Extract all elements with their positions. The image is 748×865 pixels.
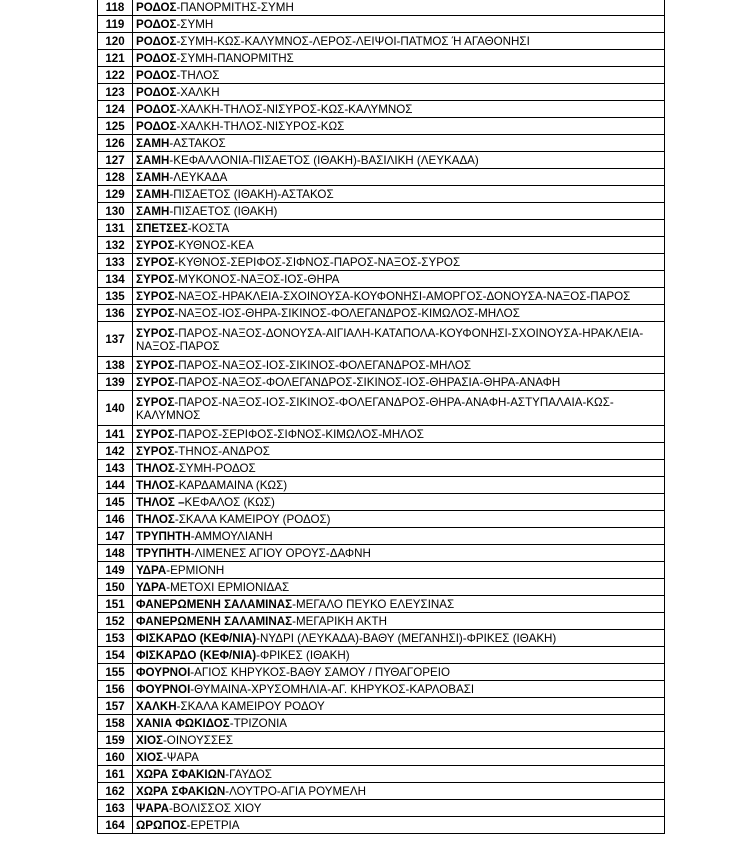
table-row [98, 220, 665, 237]
route-origin: ΣΥΡΟΣ [136, 307, 175, 320]
route-origin: ΤΡΥΠΗΤΗ [136, 530, 191, 544]
route-cell [133, 647, 665, 664]
route-cell [133, 562, 665, 579]
route-cell [133, 305, 665, 322]
table-row [98, 494, 665, 511]
table-row [98, 579, 665, 596]
route-number: 125 [98, 118, 133, 135]
table-row [98, 528, 665, 545]
route-cell [133, 613, 665, 630]
route-number: 163 [98, 800, 133, 817]
route-origin: ΣΑΜΗ [136, 171, 170, 184]
route-stops: -ΝΑΞΟΣ-ΙΟΣ-ΘΗΡΑ-ΣΙΚΙΝΟΣ-ΦΟΛΕΓΑΝΔΡΟΣ-ΚΙΜΩΛΟΣ-ΜΗΛΟΣ [174, 307, 520, 320]
route-origin: ΦΑΝΕΡΩΜΕΝΗ ΣΑΛΑΜΙΝΑΣ [136, 598, 293, 612]
route-origin: ΡΟΔΟΣ [136, 103, 177, 116]
route-cell [133, 817, 665, 834]
route-number: 148 [98, 545, 133, 562]
route-stops: -ΠΑΡΟΣ-ΝΑΞΟΣ-ΙΟΣ-ΣΙΚΙΝΟΣ-ΦΟΛΕΓΑΝΔΡΟΣ-ΜΗΛΟΣ [174, 359, 472, 373]
route-stops: -ΒΟΛΙΣΣΟΣ ΧΙΟΥ [169, 802, 262, 816]
route-origin: ΣΑΜΗ [136, 154, 170, 167]
route-origin: ΧΑΝΙΑ ΦΩΚΙΔΟΣ [136, 717, 230, 731]
route-stops: -ΠΙΣΑΕΤΟΣ (ΙΘΑΚΗ)-ΑΣΤΑΚΟΣ [169, 188, 334, 201]
route-stops: -ΠΑΡΟΣ-ΝΑΞΟΣ-ΙΟΣ-ΣΙΚΙΝΟΣ-ΦΟΛΕΓΑΝΔΡΟΣ-ΘΗΡΑ-ΑΝΑΦΗ-ΑΣΤΥΠΑΛΑΙΑ-ΚΩΣ-ΚΑΛΥΜΝΟΣ [136, 395, 614, 422]
table-row [98, 817, 665, 834]
route-stops: -ΣΥΜΗ-ΠΑΝΟΡΜΙΤΗΣ [176, 52, 294, 65]
route-cell [133, 579, 665, 596]
table-row [98, 749, 665, 766]
route-origin: ΣΥΡΟΣ [136, 256, 175, 269]
route-cell [133, 664, 665, 681]
route-origin: ΣΠΕΤΣΕΣ [136, 222, 188, 235]
route-origin: ΧΙΟΣ [136, 734, 163, 748]
route-cell [133, 681, 665, 698]
routes-table-body [98, 0, 665, 834]
route-origin: ΣΥΡΟΣ [136, 359, 175, 373]
route-origin: ΦΑΝΕΡΩΜΕΝΗ ΣΑΛΑΜΙΝΑΣ [136, 615, 293, 629]
table-row [98, 715, 665, 732]
table-row [98, 118, 665, 135]
route-origin: ΡΟΔΟΣ [136, 86, 177, 99]
route-number: 138 [98, 357, 133, 374]
route-cell [133, 715, 665, 732]
route-stops: -ΑΣΤΑΚΟΣ [169, 137, 226, 150]
route-number: 141 [98, 426, 133, 443]
route-number: 152 [98, 613, 133, 630]
route-cell [133, 460, 665, 477]
route-number: 153 [98, 630, 133, 647]
route-cell [133, 169, 665, 186]
route-cell [133, 288, 665, 305]
route-stops: -ΘΥΜΑΙΝΑ-ΧΡΥΣΟΜΗΛΙΑ-ΑΓ. ΚΗΡΥΚΟΣ-ΚΑΡΛΟΒΑΣΙ [190, 683, 475, 697]
route-stops: -ΝΑΞΟΣ-ΗΡΑΚΛΕΙΑ-ΣΧΟΙΝΟΥΣΑ-ΚΟΥΦΟΝΗΣΙ-ΑΜΟΡΓΟΣ-ΔΟΝΟΥΣΑ-ΝΑΞΟΣ-ΠΑΡΟΣ [174, 290, 631, 303]
route-stops: -ΜΕΓΑΡΙΚΗ ΑΚΤΗ [292, 615, 387, 629]
route-stops: -ΨΑΡΑ [162, 751, 199, 765]
route-origin: ΣΑΜΗ [136, 205, 170, 218]
route-origin: ΣΑΜΗ [136, 137, 170, 150]
route-stops: -ΚΕΦΑΛΛΟΝΙΑ-ΠΙΣΑΕΤΟΣ (ΙΘΑΚΗ)-ΒΑΣΙΛΙΚΗ (ΛΕΥΚΑΔΑ) [169, 154, 479, 167]
route-stops: -ΛΕΥΚΑΔΑ [169, 171, 228, 184]
route-stops: -ΣΚΑΛΑ ΚΑΜΕΙΡΟΥ (ΡΟΔΟΣ) [174, 513, 331, 527]
route-stops: -ΧΑΛΚΗ-ΤΗΛΟΣ-ΝΙΣΥΡΟΣ-ΚΩΣ-ΚΑΛΥΜΝΟΣ [176, 103, 413, 116]
route-origin: ΡΟΔΟΣ [136, 52, 177, 65]
table-row [98, 374, 665, 391]
route-number: 145 [98, 494, 133, 511]
route-cell [133, 511, 665, 528]
route-stops: -ΠΙΣΑΕΤΟΣ (ΙΘΑΚΗ) [169, 205, 278, 218]
route-cell [133, 118, 665, 135]
table-row [98, 800, 665, 817]
route-stops: -ΠΑΝΟΡΜΙΤΗΣ-ΣΥΜΗ [176, 1, 294, 14]
route-origin: ΡΟΔΟΣ [136, 69, 177, 82]
route-stops: -ΠΑΡΟΣ-ΝΑΞΟΣ-ΔΟΝΟΥΣΑ-ΑΙΓΙΑΛΗ-ΚΑΤΑΠΟΛΑ-ΚΟΥΦΟΝΗΣΙ-ΣΧΟΙΝΟΥΣΑ-ΗΡΑΚΛΕΙΑ-ΝΑΞΟΣ-ΠΑΡΟΣ [136, 326, 644, 353]
route-cell [133, 391, 665, 426]
table-row [98, 681, 665, 698]
route-origin: ΣΥΡΟΣ [136, 290, 175, 303]
route-number: 159 [98, 732, 133, 749]
route-origin: ΩΡΩΠΟΣ [136, 819, 187, 833]
route-cell [133, 0, 665, 16]
route-origin: ΤΗΛΟΣ – [136, 496, 185, 510]
route-cell [133, 254, 665, 271]
route-origin: ΣΥΡΟΣ [136, 395, 175, 409]
route-number: 135 [98, 288, 133, 305]
route-stops: -ΛΙΜΕΝΕΣ ΑΓΙΟΥ ΟΡΟΥΣ-ΔΑΦΝΗ [190, 547, 371, 561]
route-stops: -ΚΥΘΝΟΣ-ΣΕΡΙΦΟΣ-ΣΙΦΝΟΣ-ΠΑΡΟΣ-ΝΑΞΟΣ-ΣΥΡΟΣ [174, 256, 461, 269]
route-number: 150 [98, 579, 133, 596]
route-number: 137 [98, 322, 133, 357]
route-number: 127 [98, 152, 133, 169]
route-stops: -ΕΡΕΤΡΙΑ [186, 819, 240, 833]
table-row [98, 545, 665, 562]
route-origin: ΧΩΡΑ ΣΦΑΚΙΩΝ [136, 768, 226, 782]
route-stops: -ΤΡΙΖΟΝΙΑ [229, 717, 288, 731]
route-number: 132 [98, 237, 133, 254]
route-stops: -ΑΜΜΟΥΛΙΑΝΗ [190, 530, 273, 544]
table-row [98, 511, 665, 528]
route-origin: ΣΥΡΟΣ [136, 273, 175, 286]
route-cell [133, 545, 665, 562]
route-origin: ΡΟΔΟΣ [136, 120, 177, 133]
route-stops: -ΧΑΛΚΗ-ΤΗΛΟΣ-ΝΙΣΥΡΟΣ-ΚΩΣ [176, 120, 345, 133]
route-stops: -ΚΑΡΔΑΜΑΙΝΑ (ΚΩΣ) [174, 479, 288, 493]
route-origin: ΣΥΡΟΣ [136, 239, 175, 252]
route-number: 122 [98, 67, 133, 84]
route-number: 126 [98, 135, 133, 152]
table-row [98, 33, 665, 50]
route-number: 128 [98, 169, 133, 186]
route-number: 119 [98, 16, 133, 33]
route-stops: ΚΕΦΑΛΟΣ (ΚΩΣ) [184, 496, 275, 510]
route-stops: -ΣΥΜΗ-ΡΟΔΟΣ [174, 462, 256, 476]
route-origin: ΣΥΡΟΣ [136, 376, 175, 390]
table-row [98, 664, 665, 681]
table-row [98, 186, 665, 203]
route-cell [133, 749, 665, 766]
route-number: 129 [98, 186, 133, 203]
route-cell [133, 50, 665, 67]
route-origin: ΡΟΔΟΣ [136, 35, 177, 48]
route-origin: ΤΗΛΟΣ [136, 462, 175, 476]
route-stops: -ΤΗΝΟΣ-ΑΝΔΡΟΣ [174, 445, 270, 459]
table-row [98, 169, 665, 186]
route-number: 149 [98, 562, 133, 579]
table-row [98, 288, 665, 305]
route-stops: -ΟΙΝΟΥΣΣΕΣ [162, 734, 234, 748]
route-cell [133, 186, 665, 203]
route-number: 130 [98, 203, 133, 220]
route-origin: ΡΟΔΟΣ [136, 1, 177, 14]
table-row [98, 630, 665, 647]
route-number: 120 [98, 33, 133, 50]
route-origin: ΦΟΥΡΝΟΙ [136, 683, 191, 697]
route-number: 140 [98, 391, 133, 426]
route-origin: ΣΥΡΟΣ [136, 428, 175, 442]
route-number: 143 [98, 460, 133, 477]
route-origin: ΥΔΡΑ [136, 564, 167, 578]
route-stops: -ΤΗΛΟΣ [176, 69, 220, 82]
route-cell [133, 443, 665, 460]
route-number: 136 [98, 305, 133, 322]
route-number: 131 [98, 220, 133, 237]
route-number: 155 [98, 664, 133, 681]
route-origin: ΦΟΥΡΝΟΙ [136, 666, 191, 680]
route-origin: ΥΔΡΑ [136, 581, 167, 595]
table-row [98, 698, 665, 715]
table-row [98, 271, 665, 288]
route-cell [133, 698, 665, 715]
route-stops: -ΠΑΡΟΣ-ΣΕΡΙΦΟΣ-ΣΙΦΝΟΣ-ΚΙΜΩΛΟΣ-ΜΗΛΟΣ [174, 428, 424, 442]
table-row [98, 766, 665, 783]
route-origin: ΦΙΣΚΑΡΔΟ (ΚΕΦ/ΝΙΑ) [136, 632, 257, 646]
route-number: 157 [98, 698, 133, 715]
route-cell [133, 67, 665, 84]
table-row [98, 732, 665, 749]
route-number: 151 [98, 596, 133, 613]
table-row [98, 443, 665, 460]
table-row [98, 16, 665, 33]
route-stops: -ΓΑΥΔΟΣ [225, 768, 272, 782]
route-cell [133, 630, 665, 647]
route-stops: -ΜΕΤΟΧΙ ΕΡΜΙΟΝΙΔΑΣ [166, 581, 290, 595]
table-row [98, 254, 665, 271]
route-cell [133, 766, 665, 783]
table-row [98, 322, 665, 357]
table-row [98, 152, 665, 169]
route-number: 144 [98, 477, 133, 494]
route-origin: ΤΡΥΠΗΤΗ [136, 547, 191, 561]
route-cell [133, 528, 665, 545]
route-number: 123 [98, 84, 133, 101]
table-row [98, 50, 665, 67]
route-stops: -ΚΟΣΤΑ [187, 222, 230, 235]
route-stops: -ΦΡΙΚΕΣ (ΙΘΑΚΗ) [256, 649, 350, 663]
table-row [98, 0, 665, 16]
route-cell [133, 477, 665, 494]
route-origin: ΣΑΜΗ [136, 188, 170, 201]
table-row [98, 357, 665, 374]
route-number: 133 [98, 254, 133, 271]
route-stops: -ΣΥΜΗ [176, 18, 214, 31]
route-number: 142 [98, 443, 133, 460]
table-row [98, 613, 665, 630]
table-row [98, 391, 665, 426]
route-number: 158 [98, 715, 133, 732]
route-cell [133, 322, 665, 357]
route-cell [133, 374, 665, 391]
route-number: 162 [98, 783, 133, 800]
route-cell [133, 135, 665, 152]
route-number: 160 [98, 749, 133, 766]
route-stops: -ΕΡΜΙΟΝΗ [166, 564, 225, 578]
route-stops: -ΣΥΜΗ-ΚΩΣ-ΚΑΛΥΜΝΟΣ-ΛΕΡΟΣ-ΛΕΙΨΟΙ-ΠΑΤΜΟΣ Ή ΑΓΑΘΟΝΗΣΙ [176, 35, 530, 48]
route-number: 156 [98, 681, 133, 698]
route-origin: ΦΙΣΚΑΡΔΟ (ΚΕΦ/ΝΙΑ) [136, 649, 257, 663]
route-number: 146 [98, 511, 133, 528]
route-number: 161 [98, 766, 133, 783]
route-cell [133, 357, 665, 374]
route-stops: -ΝΥΔΡΙ (ΛΕΥΚΑΔΑ)-ΒΑΘΥ (ΜΕΓΑΝΗΣΙ)-ΦΡΙΚΕΣ (ΙΘΑΚΗ) [256, 632, 557, 646]
route-origin: ΣΥΡΟΣ [136, 326, 175, 340]
route-stops: -ΚΥΘΝΟΣ-ΚΕΑ [174, 239, 254, 252]
route-origin: ΣΥΡΟΣ [136, 445, 175, 459]
route-number: 121 [98, 50, 133, 67]
route-cell [133, 596, 665, 613]
table-row [98, 426, 665, 443]
table-row [98, 562, 665, 579]
route-origin: ΧΩΡΑ ΣΦΑΚΙΩΝ [136, 785, 226, 799]
route-origin: ΧΑΛΚΗ [136, 700, 177, 714]
route-cell [133, 203, 665, 220]
route-stops: -ΠΑΡΟΣ-ΝΑΞΟΣ-ΦΟΛΕΓΑΝΔΡΟΣ-ΣΙΚΙΝΟΣ-ΙΟΣ-ΘΗΡΑΣΙΑ-ΘΗΡΑ-ΑΝΑΦΗ [174, 376, 561, 390]
route-cell [133, 84, 665, 101]
routes-table [97, 0, 665, 834]
route-number: 164 [98, 817, 133, 834]
route-stops: -ΜΥΚΟΝΟΣ-ΝΑΞΟΣ-ΙΟΣ-ΘΗΡΑ [174, 273, 340, 286]
route-origin: ΧΙΟΣ [136, 751, 163, 765]
route-cell [133, 33, 665, 50]
table-row [98, 477, 665, 494]
route-cell [133, 783, 665, 800]
route-stops: -ΜΕΓΑΛΟ ΠΕΥΚΟ ΕΛΕΥΣΙΝΑΣ [292, 598, 455, 612]
route-cell [133, 732, 665, 749]
table-row [98, 783, 665, 800]
table-row [98, 305, 665, 322]
route-cell [133, 237, 665, 254]
table-row [98, 135, 665, 152]
table-row [98, 203, 665, 220]
table-row [98, 596, 665, 613]
table-row [98, 237, 665, 254]
route-cell [133, 220, 665, 237]
route-cell [133, 426, 665, 443]
route-cell [133, 800, 665, 817]
route-stops: -ΛΟΥΤΡΟ-ΑΓΙΑ ΡΟΥΜΕΛΗ [225, 785, 367, 799]
route-stops: -ΑΓΙΟΣ ΚΗΡΥΚΟΣ-ΒΑΘΥ ΣΑΜΟΥ / ΠΥΘΑΓΟΡΕΙΟ [190, 666, 450, 680]
table-row [98, 84, 665, 101]
route-origin: ΤΗΛΟΣ [136, 479, 175, 493]
route-stops: -ΧΑΛΚΗ [176, 86, 220, 99]
route-cell [133, 16, 665, 33]
route-number: 147 [98, 528, 133, 545]
route-number: 154 [98, 647, 133, 664]
route-origin: ΡΟΔΟΣ [136, 18, 177, 31]
route-origin: ΨΑΡΑ [136, 802, 169, 816]
table-row [98, 647, 665, 664]
route-number: 139 [98, 374, 133, 391]
route-number: 134 [98, 271, 133, 288]
table-row [98, 101, 665, 118]
route-stops: -ΣΚΑΛΑ ΚΑΜΕΙΡΟΥ ΡΟΔΟΥ [176, 700, 325, 714]
route-cell [133, 271, 665, 288]
table-row [98, 460, 665, 477]
route-number: 118 [98, 0, 133, 16]
route-origin: ΤΗΛΟΣ [136, 513, 175, 527]
route-cell [133, 101, 665, 118]
route-cell [133, 152, 665, 169]
route-number: 124 [98, 101, 133, 118]
table-row [98, 67, 665, 84]
route-cell [133, 494, 665, 511]
